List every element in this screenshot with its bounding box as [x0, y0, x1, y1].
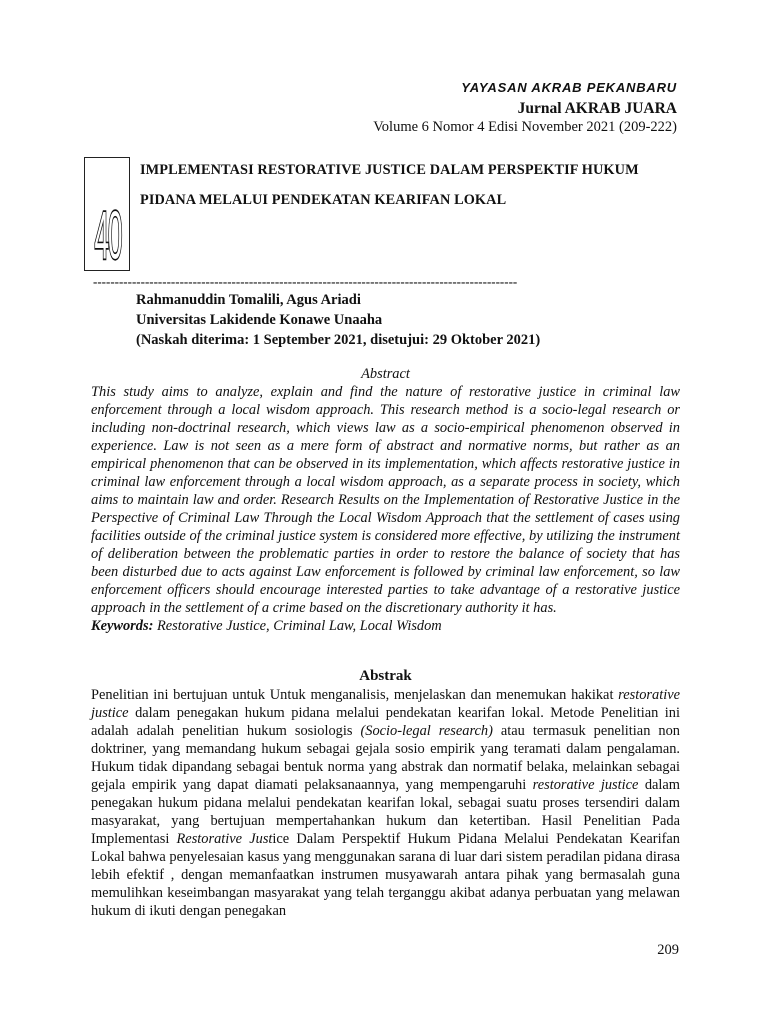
journal-volume: Volume 6 Nomor 4 Edisi November 2021 (209-222)	[373, 119, 677, 135]
abstrak-italic-2: (Socio-legal research)	[360, 723, 493, 739]
publisher-name: YAYASAN AKRAB PEKANBARU	[461, 80, 677, 95]
keywords-text: Restorative Justice, Criminal Law, Local Wisdom	[156, 618, 442, 634]
title-line-1: IMPLEMENTASI RESTORATIVE JUSTICE DALAM PERSPEKTIF HUKUM	[140, 162, 639, 178]
article-number: 40	[94, 196, 122, 271]
journal-name: Jurnal AKRAB JUARA	[517, 100, 677, 117]
abstract-body: This study aims to analyze, explain and find the nature of restorative justice in criminal law enforcement through a local wisdom approach. This research method is a socio-legal research or including non-doctrinal research, which views law as a socio-empirical phenomenon observed in experience. Law is not seen as a mere form of abstract and normative norms, but rather as an empirical phenomenon that can be observed in its implementation, which affects restorative justice in criminal law enforcement through a local wisdom approach, as a separate process in society, which aims to maintain law and order. Research Results on the Implementation of Restorative Justice in the Perspective of Criminal Law Through the Local Wisdom Approach that the settlement of cases using facilities outside of the criminal justice system is considered more effective, by utilizing the instrument of deliberation between the problematic parties in order to restore the balance of society that has been disturbed due to acts against Law enforcement is followed by criminal law enforcement, so law enforcement officers should encourage interested parties to take advantage of a restorative justice approach in the settlement of a crime based on the discretionary authority it has.	[91, 384, 680, 616]
abstract-heading: Abstract	[361, 366, 410, 382]
abstrak-text-3: atau termasuk penelitian non doktriner, yang memandang hukum sebagai gejala sosio empirik yang teramati dalam pengalaman. Hukum tidak dipandang sebagai bentuk norma yang abstrak dan normatif belaka, melainkan sebagai gejala empirik yang dapat diamati pelaksanaannya, yang mempengaruhi	[91, 723, 680, 793]
article-number-box	[84, 157, 130, 271]
submission-dates: (Naskah diterima: 1 September 2021, disetujui: 29 Oktober 2021)	[136, 332, 541, 348]
author-affiliation: Universitas Lakidende Konawe Unaaha	[136, 312, 383, 328]
journal-header	[373, 80, 677, 137]
article-title	[140, 155, 700, 215]
title-line-2: PIDANA MELALUI PENDEKATAN KEARIFAN LOKAL	[140, 192, 507, 208]
keywords-label: Keywords:	[91, 618, 154, 634]
abstract-indonesian	[91, 667, 680, 920]
abstrak-body	[91, 686, 680, 920]
abstrak-heading: Abstrak	[359, 668, 412, 684]
separator-line: --------------------------------------------------------------------------------------------------	[93, 274, 518, 289]
keywords-line	[91, 617, 680, 635]
abstrak-text-4: dalam penegakan hukum pidana melalui pendekatan kearifan lokal, sebagai suatu proses tersendiri dalam masyarakat, yang bertujuan mempertahankan hukum dan ketertiban. Hasil Penelitian Pada Implementasi	[91, 777, 681, 847]
page-number: 209	[657, 942, 679, 958]
abstrak-text-1: Penelitian ini bertujuan untuk Untuk menganalisis, menjelaskan dan menemukan hakikat	[91, 687, 619, 703]
abstrak-text-5: ice Dalam Perspektif Hukum Pidana Melalui Pendekatan Kearifan Lokal bahwa penyelesaian kasus yang menggunakan sarana di luar dari sistem peradilan pidana dirasa lebih efektif , dengan memanfaatkan instrumen musyawarah antara pihak yang bermasalah guna memulihkan keseimbangan masyarakat yang telah terganggu akibat adanya perbuatan yang melawan hukum di ikuti dengan penegakan	[91, 831, 680, 919]
abstract-english	[91, 365, 680, 635]
abstrak-italic-3: restorative justice	[532, 777, 639, 793]
abstrak-italic-1: restorative justice	[91, 687, 680, 721]
author-names: Rahmanuddin Tomalili, Agus Ariadi	[136, 292, 361, 308]
abstrak-italic-4: Restorative Just	[176, 831, 273, 847]
abstrak-text-2: dalam penegakan hukum pidana melalui pendekatan kearifan lokal. Metode Penelitian ini adalah adalah penelitian hukum sosiologis	[91, 705, 680, 739]
author-block	[136, 290, 540, 350]
